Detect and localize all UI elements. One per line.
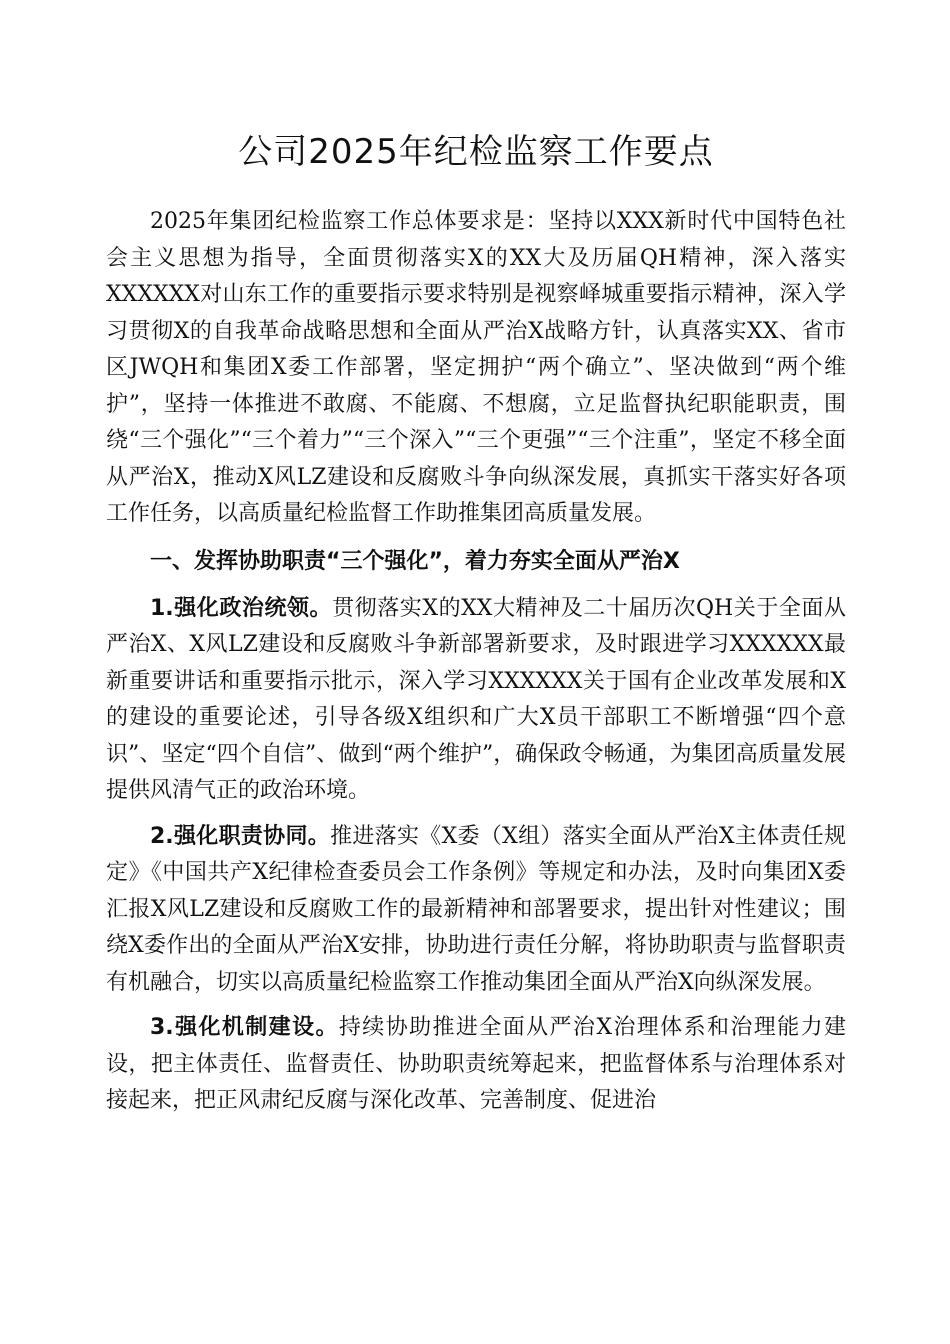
item-text-1: 贯彻落实X的XX大精神及二十届历次QH关于全面从严治X、X风LZ建设和反腐败斗争新部署新要求，及时跟进学习XXXXXX最新重要讲话和重要指示批示，深入学习XXXXXX关于国有企业改革发展和X的建设的重要论述，引导各级X组织和广大X员干部职工不断增强“四个意识”、坚定“四个自信”、做到“两个维护”，确保政令畅通，为集团高质量发展提供风清气正的政治环境。 [106,595,846,803]
item-text-3: 持续协助推进全面从严治X治理体系和治理能力建设，把主体责任、监督责任、协助职责统筹起来，把监督体系与治理体系对接起来，把正风肃纪反腐与深化改革、完善制度、促进治 [106,1015,846,1113]
document-page [106,122,846,1129]
document-title: 公司2025年纪检监察工作要点 [238,132,714,172]
intro-paragraph: 2025年集团纪检监察工作总体要求是：坚持以XXX新时代中国特色社会主义思想为指导，全面贯彻落实X的XX大及历届QH精神，深入落实XXXXXX对山东工作的重要指示要求特别是视察峄城重要指示精神，深入学习贯彻X的自我革命战略思想和全面从严治X战略方针，认真落实XX、省市区JWQH和集团X委工作部署，坚定拥护“两个确立”、坚决做到“两个维护”，坚持一体推进不敢腐、不能腐、不想腐，立足监督执纪职能职责，围绕“三个强化”“三个着力”“三个深入”“三个更强”“三个注重”，坚定不移全面从严治X，推动X风LZ建设和反腐败斗争向纵深发展，真抓实干落实好各项工作任务，以高质量纪检监督工作助推集团高质量发展。 [106,209,846,526]
item-lead-1: 1.强化政治统领。 [150,595,333,621]
section-heading-1: 一、发挥协助职责“三个强化”，着力夯实全面从严治X [150,548,680,574]
item-paragraph-2 [106,819,846,1002]
item-paragraph-1 [106,591,846,810]
item-paragraph-3 [106,1010,846,1120]
item-text-2: 推进落实《X委（X组）落实全面从严治X主体责任规定》《中国共产X纪律检查委员会工作条例》等规定和办法，及时向集团X委汇报X风LZ建设和反腐败工作的最新精神和部署要求，提出针对性建议；围绕X委作出的全面从严治X安排，协助进行责任分解，将协助职责与监督职责有机融合，切实以高质量纪检监察工作推动集团全面从严治X向纵深发展。 [106,823,846,995]
item-lead-3: 3.强化机制建设。 [150,1015,339,1040]
item-lead-2: 2.强化职责协同。 [150,823,331,849]
